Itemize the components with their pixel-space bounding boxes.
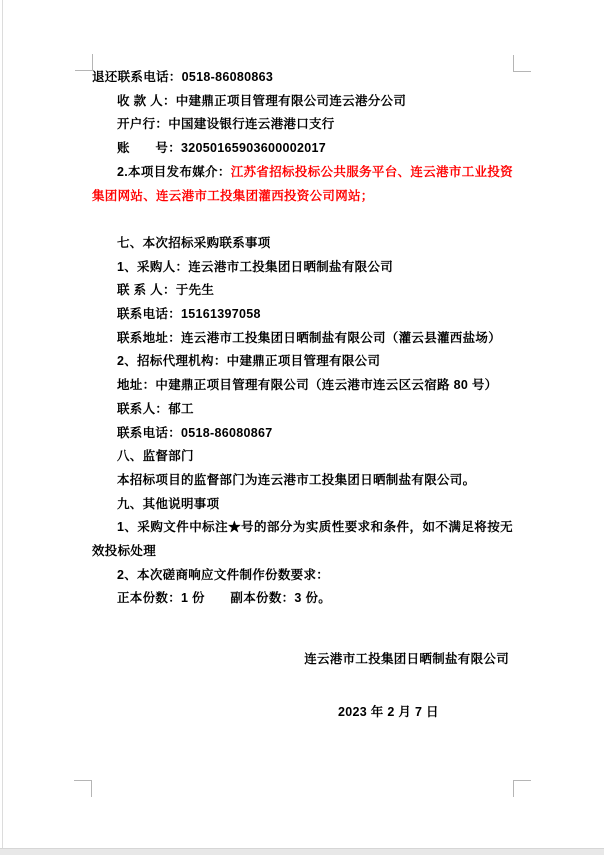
contact-person-line: 联 系 人：于先生 [117,283,215,298]
section9-heading: 九、其他说明事项 [117,496,220,511]
section7-heading: 七、本次招标采购联系事项 [117,235,271,250]
note1-line: 1、采购文件中标注★号的部分为实质性要求和条件，如不满足将按无效投标处理 [92,520,513,559]
text-boundary-mark-top-left-icon [75,54,93,71]
text-boundary-mark-bottom-right-icon [513,780,531,797]
agency-phone-line: 联系电话：0518-86080867 [117,425,273,440]
account-number-line: 账 号：32050165903600002017 [117,141,327,156]
document-body [92,66,513,725]
agency-line: 2、招标代理机构：中建鼎正项目管理有限公司 [117,354,381,369]
payee-line: 收 款 人：中建鼎正项目管理有限公司连云港分公司 [117,93,407,108]
page-left-edge [2,0,3,848]
copies-line: 正本份数：1 份 副本份数：3 份。 [117,591,332,606]
blank-line [92,208,513,232]
contact-phone-line: 联系电话：15161397058 [117,307,261,322]
refund-phone-line: 退还联系电话：0518-86080863 [92,70,274,84]
publish-media-label: 2.本项目发布媒介： [117,164,231,179]
page-bottom-gap [0,848,604,855]
publish-media-value: 江苏省招标投标公共服务平台、连云港市工业投资集团网站、连云港市工投集团灌西投资公司网站； [92,164,513,203]
bank-line: 开户行：中国建设银行连云港港口支行 [117,117,335,132]
publish-media-line [92,161,513,208]
text-boundary-mark-bottom-left-icon [74,780,92,797]
section8-heading: 八、监督部门 [117,449,194,464]
document-date: 2023 年 2 月 7 日 [338,704,439,719]
text-boundary-mark-top-right-icon [513,55,531,72]
purchaser-line: 1、采购人：连云港市工投集团日晒制盐有限公司 [117,259,394,274]
note2-line: 2、本次磋商响应文件制作份数要求： [117,567,330,582]
signature-company-name: 连云港市工投集团日晒制盐有限公司 [304,652,509,667]
agency-contact-line: 联系人：郁工 [117,401,194,416]
contact-address-line: 联系地址：连云港市工投集团日晒制盐有限公司（灌云县灌西盐场） [117,330,502,345]
agency-address-line: 地址：中建鼎正项目管理有限公司（连云港市连云区云宿路 80 号） [117,378,498,393]
supervision-line: 本招标项目的监督部门为连云港市工投集团日晒制盐有限公司。 [117,472,476,487]
